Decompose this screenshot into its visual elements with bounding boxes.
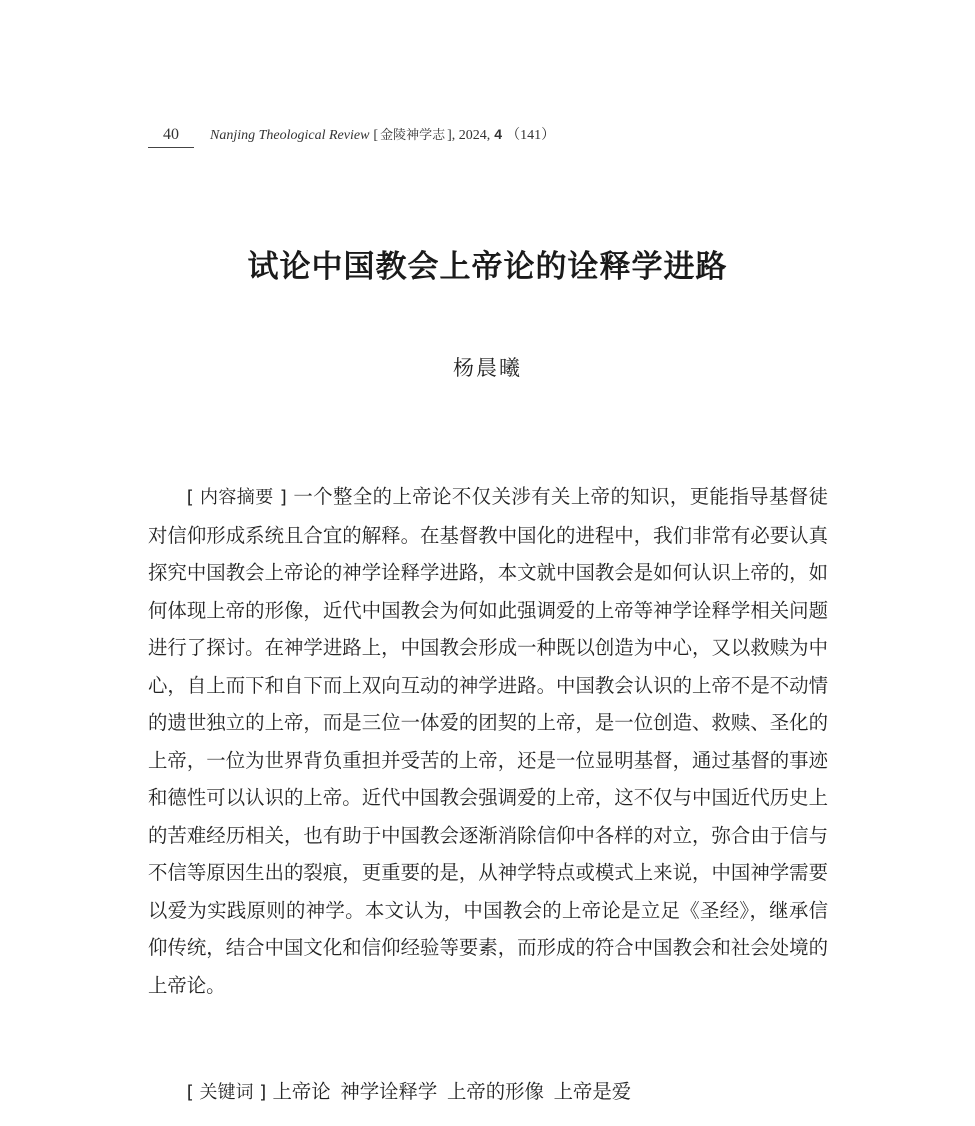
bracket-close: ] (447, 128, 452, 143)
keyword-item: 上帝的形像 (446, 1080, 544, 1103)
keywords-paragraph (148, 1073, 828, 1112)
keyword-item: 上帝论 (272, 1080, 331, 1103)
journal-name-chinese: 金陵神学志 (380, 128, 446, 143)
keyword-item: 神学诠释学 (340, 1080, 438, 1103)
author-name: 杨晨曦 (453, 356, 522, 380)
keyword-item: 上帝是爱 (553, 1080, 632, 1103)
article-title: 试论中国教会上帝论的诠释学进路 (247, 249, 728, 285)
abstract-text: 一个整全的上帝论不仅关涉有关上帝的知识，更能指导基督徒对信仰形成系统且合宜的解释。在基督教中国化的进程中，我们非常有必要认真探究中国教会上帝论的神学诠释学进路，本文就中国教会是如何认识上帝的，如何体现上帝的形像，近代中国教会为何如此强调爱的上帝等神学诠释学相关问题进行了探讨。在神学进路上，中国教会形成一种既以创造为中心，又以救赎为中心，自上而下和自下而上双向互动的神学进路。中国教会认识的上帝不是不动情的遗世独立的上帝，而是三位一体爱的团契的上帝，是一位创造、救赎、圣化的上帝，一位为世界背负重担并受苦的上帝，还是一位显明基督，通过基督的事迹和德性可以认识的上帝。近代中国教会强调爱的上帝，这不仅与中国近代历史上的苦难经历相关，也有助于中国教会逐渐消除信仰中各样的对立，弥合由于信与不信等原因生出的裂痕，更重要的是，从神学特点或模式上来说，中国神学需要以爱为实践原则的神学。本文认为，中国教会的上帝论是立足《圣经》，继承信仰传统，结合中国文化和信仰经验等要素，而形成的符合中国教会和社会处境的上帝论。 (148, 485, 828, 997)
journal-year: , 2024, (451, 128, 491, 143)
page-number: 40 (148, 126, 194, 148)
keywords-label: [ 关键词 ] (186, 1082, 267, 1103)
serial-number: （141） (506, 128, 556, 143)
issue-number: 4 (494, 126, 503, 142)
running-header (148, 124, 555, 148)
abstract-paragraph (148, 478, 828, 1004)
bracket-open: [ (373, 128, 379, 143)
journal-name: Nanjing Theological Review (210, 128, 370, 143)
abstract-label: [ 内容摘要 ] (186, 487, 287, 508)
